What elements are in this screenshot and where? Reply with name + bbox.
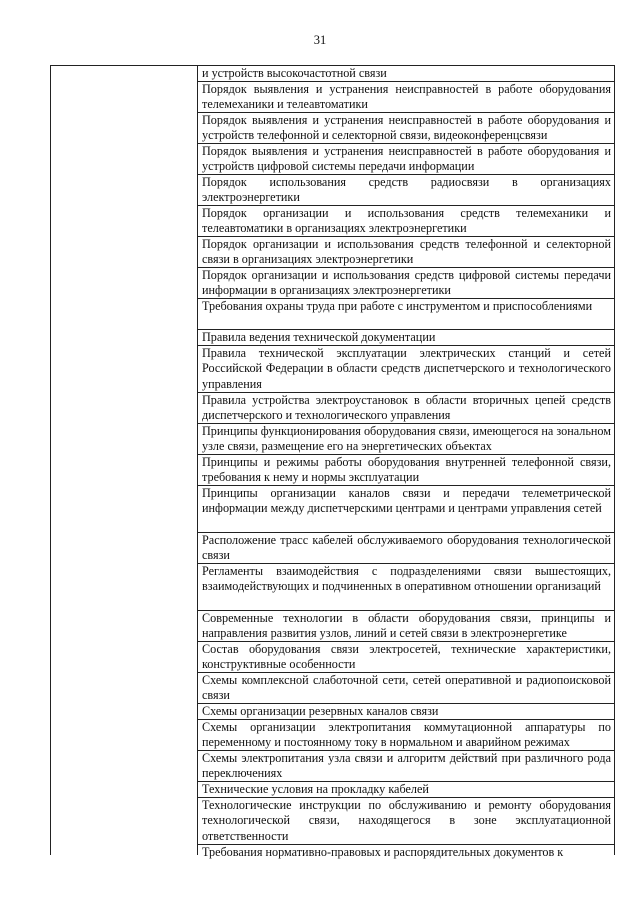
table-row: Схемы организации резервных каналов связи bbox=[198, 704, 614, 720]
table-row: Современные технологии в области оборудования связи, принципы и направления развития узлов, линий и сетей связи в электроэнергетике bbox=[198, 611, 614, 642]
table-row: Расположение трасс кабелей обслуживаемого оборудования технологической связи bbox=[198, 533, 614, 564]
table-row: Порядок выявления и устранения неисправностей в работе оборудования телемеханики и телеавтоматики bbox=[198, 82, 614, 113]
table-row: Состав оборудования связи электросетей, технические характеристики, конструктивные особенности bbox=[198, 642, 614, 673]
table-row: Правила устройства электроустановок в области вторичных цепей средств диспетчерского и технологического управления bbox=[198, 393, 614, 424]
table-row: Порядок организации и использования средств телефонной и селекторной связи в организациях электроэнергетики bbox=[198, 237, 614, 268]
table-row: Схемы комплексной слаботочной сети, сетей оперативной и радиопоисковой связи bbox=[198, 673, 614, 704]
table-right-column bbox=[198, 66, 614, 859]
table-row: Порядок организации и использования средств цифровой системы передачи информации в организациях электроэнергетики bbox=[198, 268, 614, 299]
table-row: Принципы и режимы работы оборудования внутренней телефонной связи, требования к нему и нормы эксплуатации bbox=[198, 455, 614, 486]
table-row: Схемы электропитания узла связи и алгоритм действий при различного рода переключениях bbox=[198, 751, 614, 782]
requirements-table bbox=[50, 65, 615, 859]
table-row: Принципы функционирования оборудования связи, имеющегося на зональном узле связи, размещение его на энергетических объектах bbox=[198, 424, 614, 455]
page-number: 31 bbox=[313, 33, 327, 47]
table-row: Схемы организации электропитания коммутационной аппаратуры по переменному и постоянному току в нормальном и аварийном режимах bbox=[198, 720, 614, 751]
table-row: Порядок использования средств радиосвязи в организациях электроэнергетики bbox=[198, 175, 614, 206]
table-row: Требования охраны труда при работе с инструментом и приспособлениями bbox=[198, 299, 614, 330]
table-row: Требования нормативно-правовых и распорядительных документов к bbox=[202, 845, 564, 859]
table-row: Правила технической эксплуатации электрических станций и сетей Российской Федерации в области средств диспетчерского и технологического управления bbox=[198, 346, 614, 393]
table-row: Порядок выявления и устранения неисправностей в работе оборудования и устройств цифровой системы передачи информации bbox=[198, 144, 614, 175]
table-row: Регламенты взаимодействия с подразделениями связи вышестоящих, взаимодействующих и подчиненных в оперативном отношении организаций bbox=[198, 564, 614, 611]
table-row: Принципы организации каналов связи и передачи телеметрической информации между диспетчерскими центрами и центрами управления сетей bbox=[198, 486, 614, 533]
table-left-column bbox=[51, 66, 198, 855]
table-row: Технические условия на прокладку кабелей bbox=[198, 782, 614, 798]
table-row: Правила ведения технической документации bbox=[198, 330, 614, 346]
table-row: и устройств высокочастотной связи bbox=[198, 66, 614, 82]
table-row: Технологические инструкции по обслуживанию и ремонту оборудования технологической связи, находящегося в зоне эксплуатационной ответственности bbox=[198, 798, 614, 845]
table-row: Порядок выявления и устранения неисправностей в работе оборудования и устройств телефонной и селекторной связи, видеоконференцсвязи bbox=[198, 113, 614, 144]
table-row: Порядок организации и использования средств телемеханики и телеавтоматики в организациях электроэнергетики bbox=[198, 206, 614, 237]
